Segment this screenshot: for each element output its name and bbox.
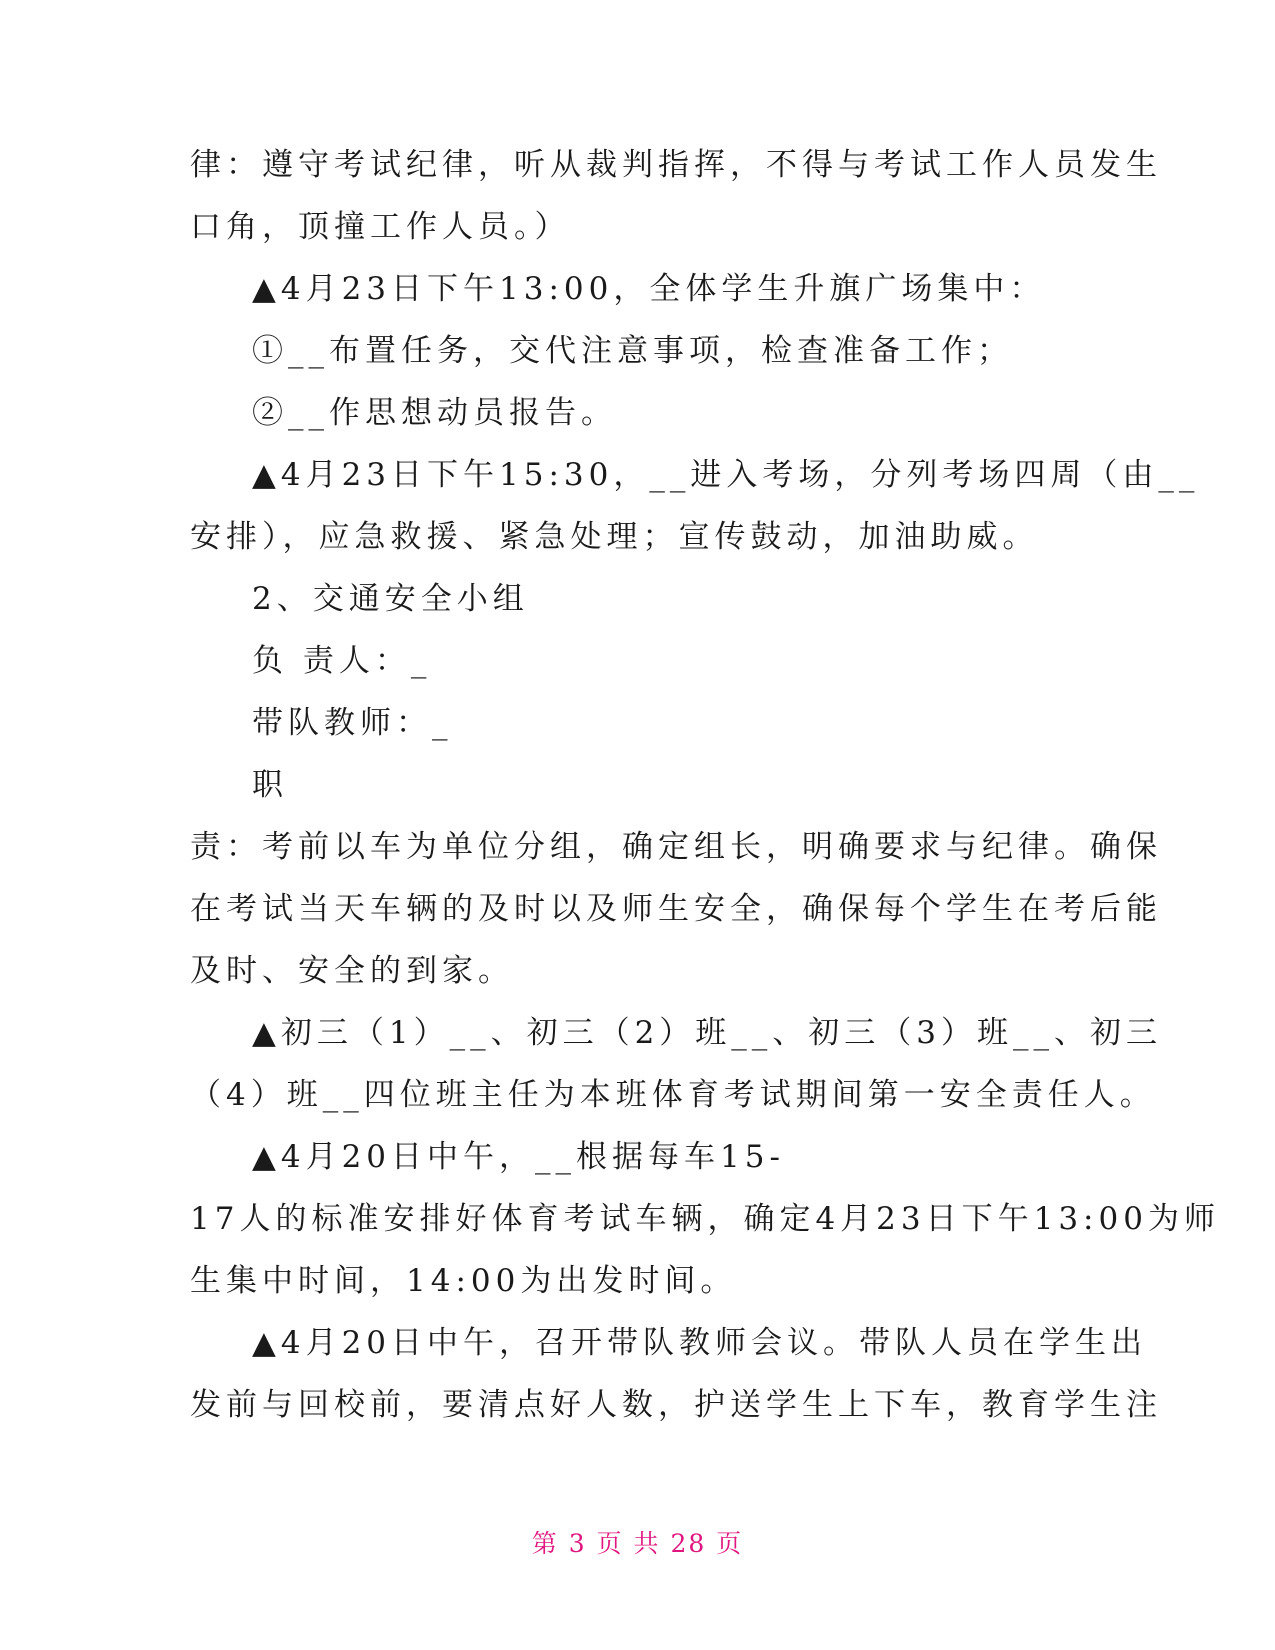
paragraph-line: 生集中时间，14:00为出发时间。 [190,1263,737,1299]
paragraph-line: ②__作思想动员报告。 [252,395,617,431]
paragraph-line: 律：遵守考试纪律，听从裁判指挥，不得与考试工作人员发生 [190,147,1162,183]
paragraph-line: 及时、安全的到家。 [190,953,514,989]
paragraph-line: ①__布置任务，交代注意事项，检查准备工作； [252,333,1013,369]
paragraph-line: ▲4月20日中午，召开带队教师会议。带队人员在学生出 [252,1325,1148,1361]
paragraph-line: 17人的标准安排好体育考试车辆，确定4月23日下午13:00为师 [190,1201,1220,1237]
paragraph-line: 发前与回校前，要清点好人数，护送学生上下车，教育学生注 [190,1387,1162,1423]
paragraph-line: 安排），应急救援、紧急处理；宣传鼓动，加油助威。 [190,519,1039,555]
paragraph-line: ▲4月23日下午15:30，__进入考场，分列考场四周（由__ [252,457,1200,493]
paragraph-line: ▲初三（1）__、初三（2）班__、初三（3）班__、初三 [252,1015,1163,1051]
paragraph-line: 职 [252,767,288,803]
paragraph-line: 在考试当天车辆的及时以及师生安全，确保每个学生在考后能 [190,891,1162,927]
paragraph-line: ▲4月23日下午13:00，全体学生升旗广场集中： [252,271,1046,307]
section-heading: 2、交通安全小组 [252,581,529,617]
paragraph-line: （4）班__四位班主任为本班体育考试期间第一安全责任人。 [190,1077,1156,1113]
paragraph-line: 责：考前以车为单位分组，确定组长，明确要求与纪律。确保 [190,829,1162,865]
paragraph-line: ▲4月20日中午，__根据每车15- [252,1139,785,1175]
page-number-footer: 第 3 页 共 28 页 [531,1529,744,1558]
paragraph-line: 带队教师：_ [252,705,453,741]
paragraph-line: 负 责人：_ [252,643,432,679]
paragraph-line: 口角，顶撞工作人员。） [190,209,571,245]
